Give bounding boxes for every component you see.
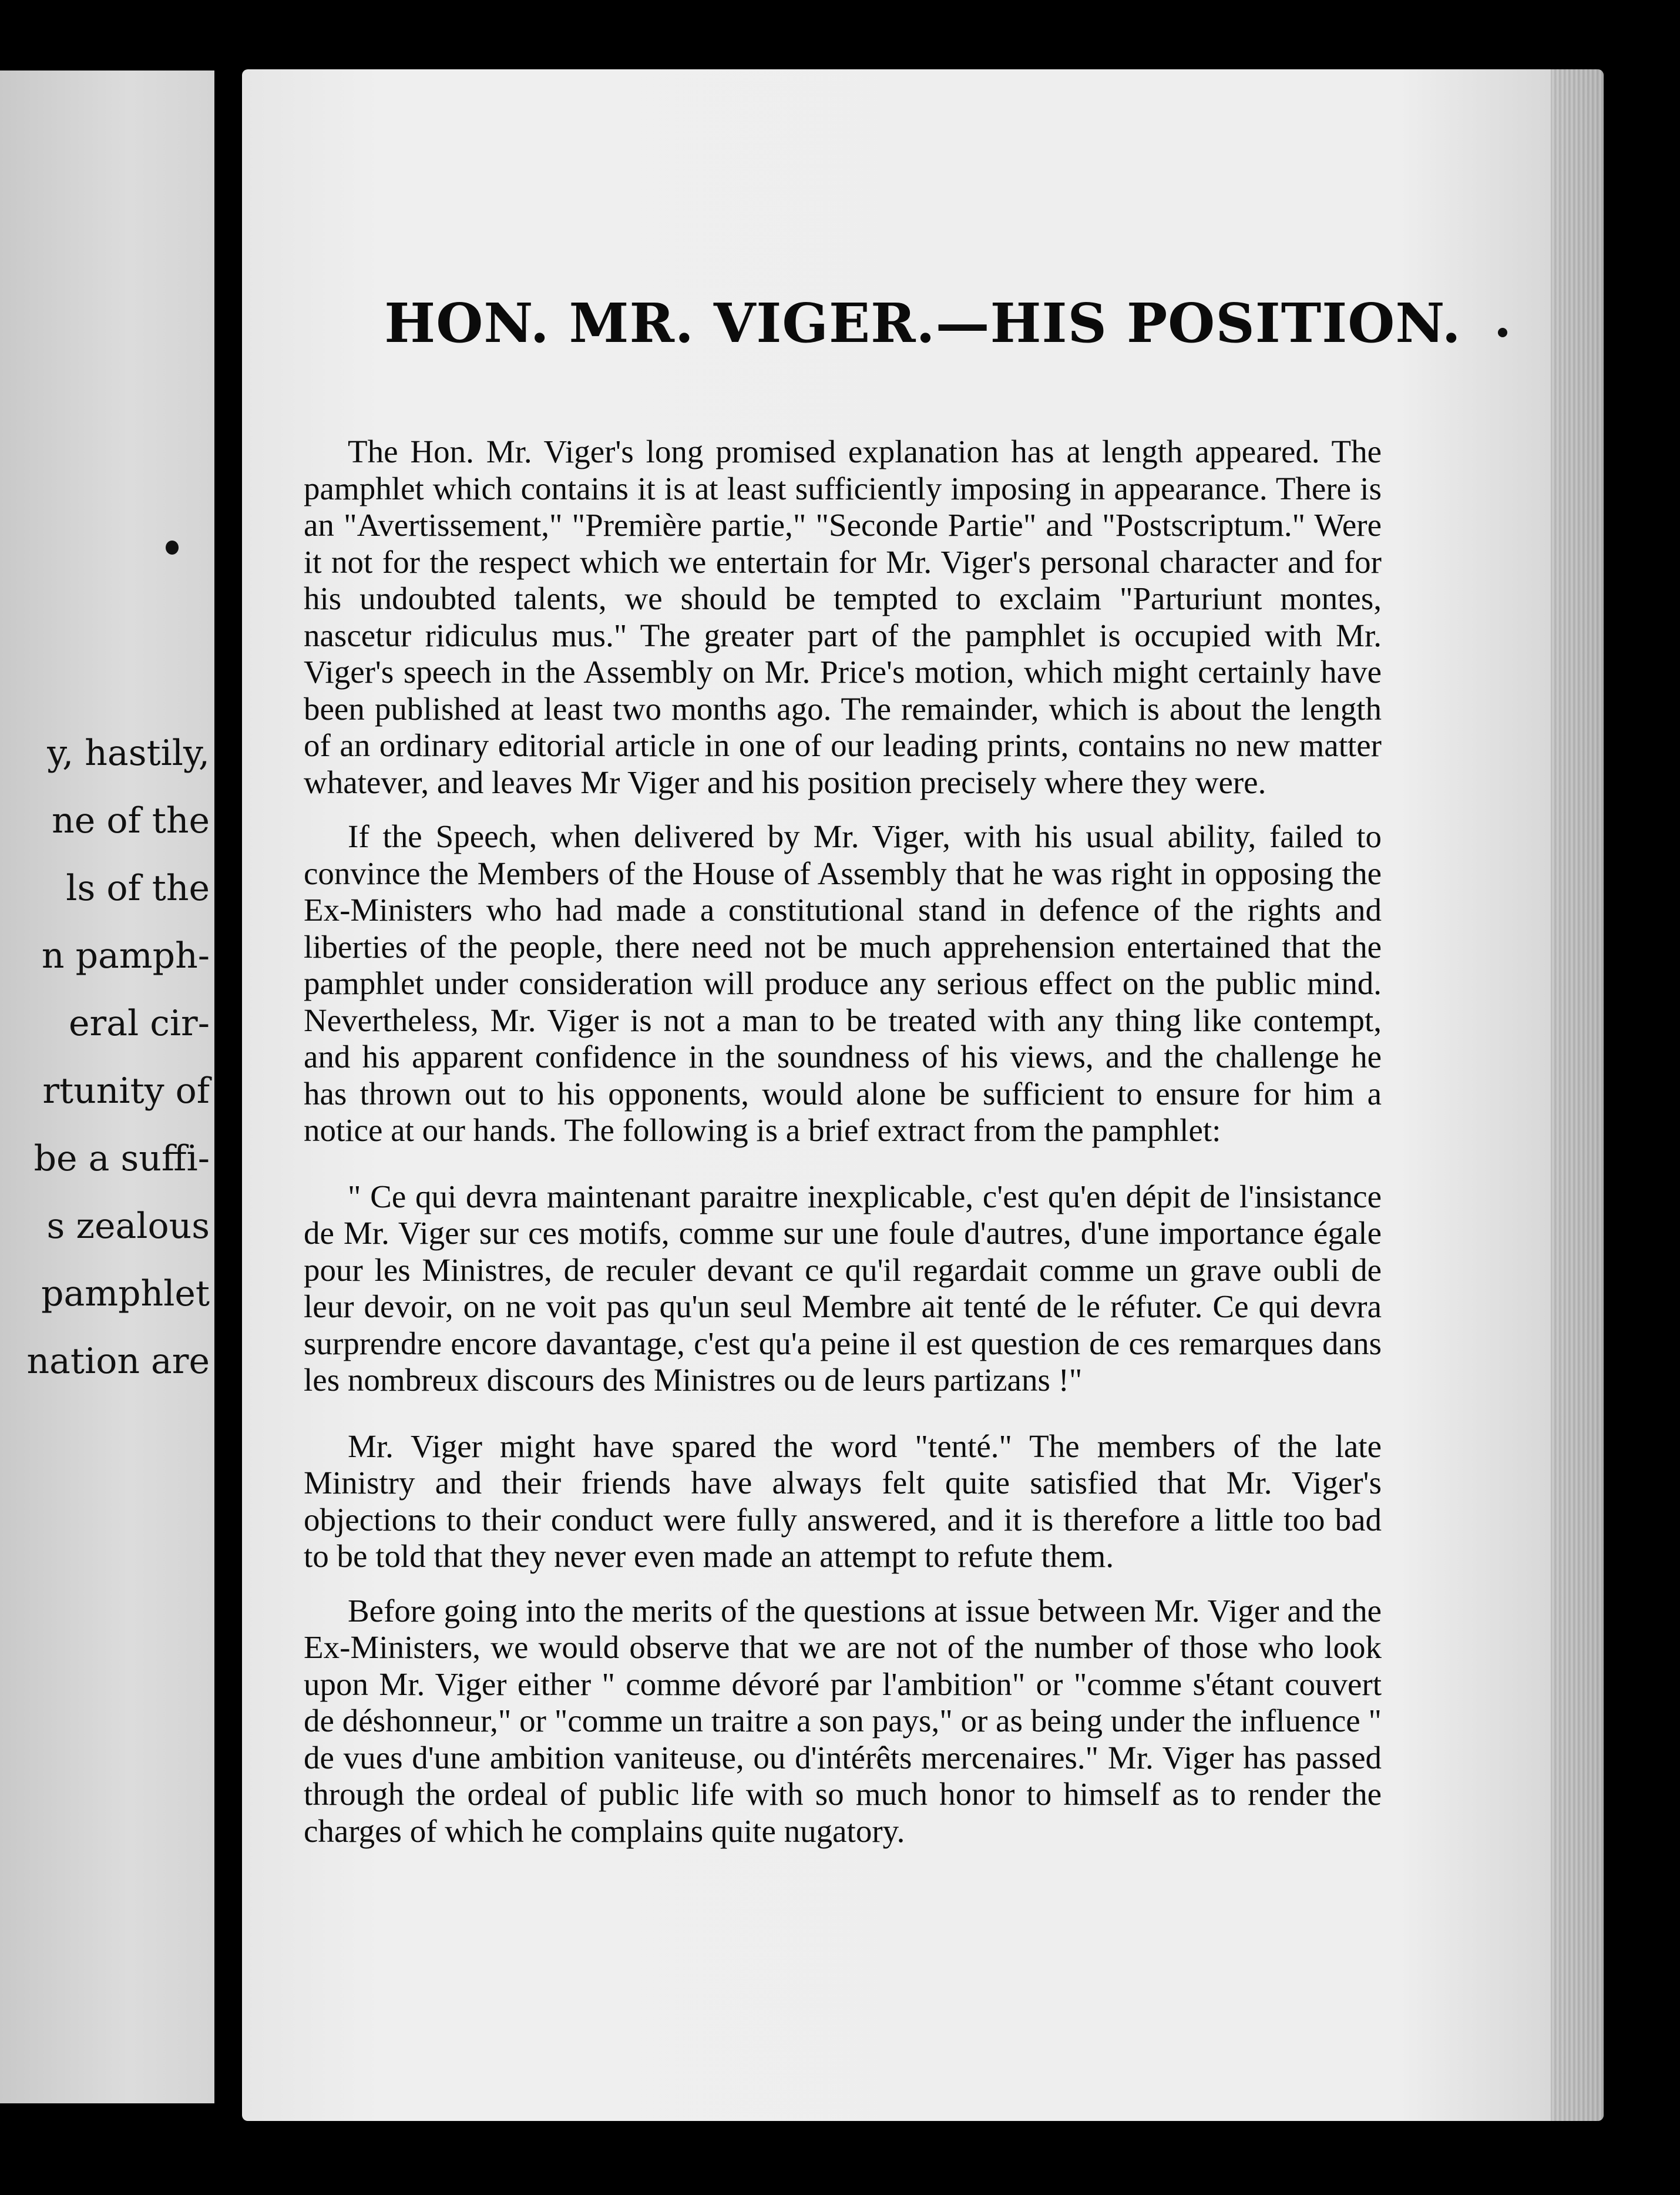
left-line: pamphlet	[41, 1273, 210, 1314]
left-line: ls of the	[66, 868, 210, 909]
left-line: s zealous	[46, 1206, 210, 1247]
left-line: y, hastily,	[47, 733, 210, 774]
paragraph: Mr. Viger might have spared the word "tenté." The members of the late Ministry and their friends have always felt quite satisfied that Mr. Viger's objections to their conduct were fully answered, and it is therefore a little too bad to be told that they never even made an attempt to refute them.	[304, 1428, 1382, 1574]
left-page-text	[26, 720, 210, 1395]
ink-spot	[1498, 328, 1507, 337]
paragraph: Before going into the merits of the questions at issue between Mr. Viger and the Ex-Ministers, we would observe that we are not of the number of those who look upon Mr. Viger either " comme dévoré par l'ambition" or "comme s'étant couvert de déshonneur," or "comme un traitre a son pays," or as being under the influence " de vues d'une ambition vaniteuse, ou d'intérêts mercenaires." Mr. Viger has passed through the ordeal of public life with so much honor to himself as to render the charges of which he complains quite nugatory.	[304, 1592, 1382, 1849]
left-line: ne of the	[52, 800, 210, 841]
ink-spot	[166, 541, 179, 555]
article-body	[304, 434, 1382, 1867]
left-line: n pamph-	[41, 935, 210, 976]
paragraph: The Hon. Mr. Viger's long promised explanation has at length appeared. The pamphlet which contains it is at least sufficiently imposing in appearance. There is an "Avertissement," "Première partie," "Seconde Partie" and "Postscriptum." Were it not for the respect which we entertain for Mr. Viger's personal character and for his undoubted talents, we should be tempted to exclaim "Parturiunt montes, nascetur ridiculus mus." The greater part of the pamphlet is occupied with Mr. Viger's speech in the Assembly on Mr. Price's motion, which might certainly have been published at least two months ago. The remainder, which is about the length of an ordinary editorial article in one of our leading prints, contains no new matter whatever, and leaves Mr Viger and his position precisely where they were.	[304, 434, 1382, 800]
left-line: nation are	[26, 1341, 210, 1382]
quoted-extract: " Ce qui devra maintenant paraitre inexplicable, c'est qu'en dépit de l'insistance de Mr. Viger sur ces motifs, comme sur une foule d'autres, d'une importance égale pour les Ministres, de reculer devant ce qu'il regardait comme un grave oubli de leur devoir, on ne voit pas qu'un seul Membre ait tenté de le réfuter. Ce qui devra surprendre encore davantage, c'est qu'a peine il est question de ces remarques dans les nombreux discours des Ministres ou de leurs partizans !"	[304, 1178, 1382, 1398]
left-line: eral cir-	[69, 1003, 210, 1044]
left-page-fragment	[0, 71, 214, 2103]
paragraph: If the Speech, when delivered by Mr. Viger, with his usual ability, failed to convince the Members of the House of Assembly that he was right in opposing the Ex-Ministers who had made a constitutional stand in defence of the rights and liberties of the people, there need not be much apprehension entertained that the pamphlet under consideration will produce any serious effect on the public mind. Nevertheless, Mr. Viger is not a man to be treated with any thing like contempt, and his apparent confidence in the soundness of his views, and the challenge he has thrown out to his opponents, would alone be sufficient to ensure for him a notice at our hands. The following is a brief extract from the pamphlet:	[304, 818, 1382, 1148]
main-page	[242, 69, 1604, 2121]
page-title: HON. MR. VIGER.—HIS POSITION.	[384, 291, 1461, 355]
left-line: be a suffi-	[33, 1138, 210, 1179]
left-line: rtunity of	[42, 1070, 210, 1112]
page-edge	[1551, 69, 1604, 2121]
